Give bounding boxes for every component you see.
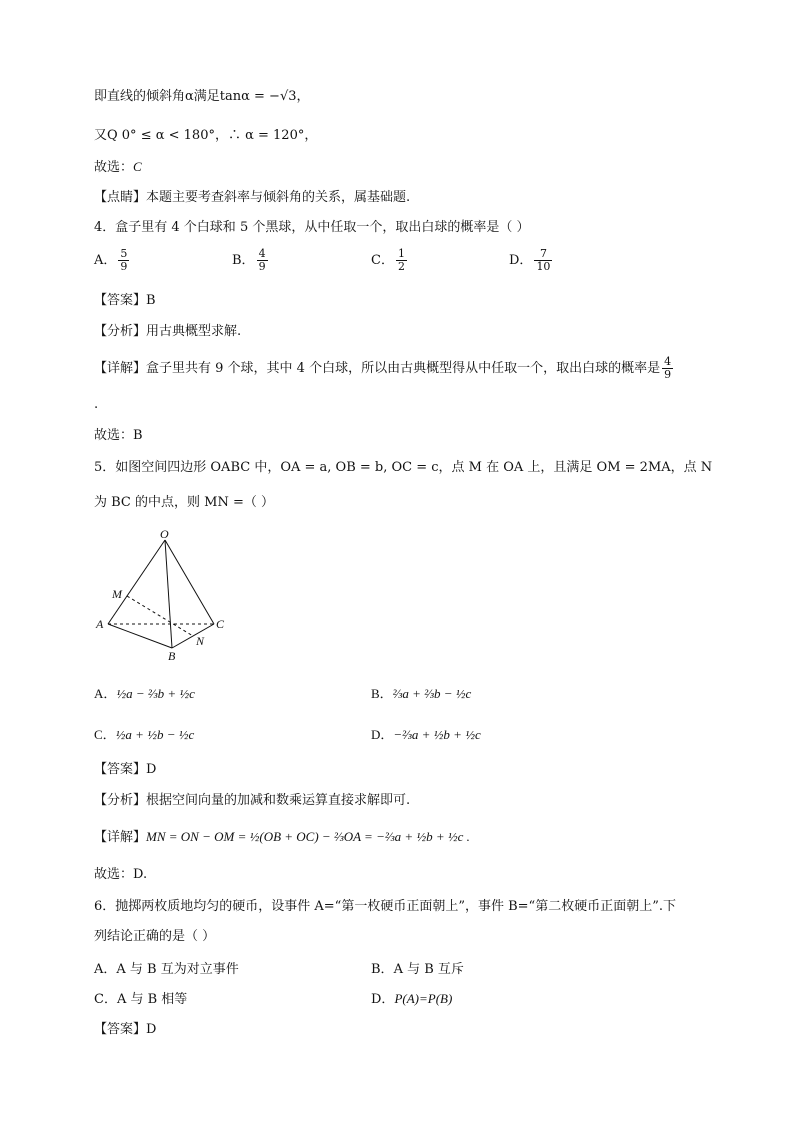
q4-analysis (94, 323, 241, 341)
line-range: 又Q 0° ≤ α < 180°，∴ α = 120°， (94, 128, 318, 143)
q4-choose: 故选：B (94, 428, 143, 443)
tag-analysis: 【分析】 (94, 324, 147, 339)
label-a: A (96, 617, 104, 631)
q4-option-c (371, 248, 409, 273)
fraction: $\frac{5}{9}$ (120, 247, 128, 273)
label-o: O (160, 530, 169, 541)
tag-answer: 【答案】 (94, 1022, 147, 1037)
line-dianjing (94, 189, 410, 207)
question-6-line2: 列结论正确的是（ ） (94, 929, 216, 944)
question-4: 4．盒子里有 4 个白球和 5 个黑球，从中任取一个，取出白球的概率是（ ） (94, 220, 530, 235)
choose-prefix: 故选： (94, 160, 134, 175)
answer-value: D (146, 1022, 157, 1037)
q6-option-a: A．A 与 B 互为对立事件 (94, 962, 239, 977)
tag-dianjing: 【点睛】 (94, 190, 147, 205)
q5-option-b: B．⅔a + ⅔b − ½c (371, 686, 472, 701)
q5-option-d: D．−⅔a + ½b + ½c (371, 727, 481, 742)
q4-dot: . (94, 397, 99, 412)
tetrahedron-figure (90, 530, 250, 665)
edge-oc (165, 540, 214, 624)
option-label: A． (94, 253, 117, 268)
q6-answer (94, 1021, 156, 1039)
option-label: C． (371, 253, 394, 268)
edge-ob (165, 540, 172, 648)
line-choose-c (94, 158, 142, 177)
answer-value: D (146, 762, 157, 777)
q4-option-a (94, 248, 131, 273)
q6-option-d: D．P(A)=P(B) (371, 991, 453, 1007)
dianjing-text: 本题主要考查斜率与倾斜角的关系，属基础题. (146, 190, 411, 205)
q5-option-c: C．½a + ½b − ½c (94, 727, 195, 742)
detail-formula: MN = ON − OM = ½(OB + OC) − ⅔OA = −⅔a + ½b + ½c . (146, 829, 470, 844)
edge-oa (108, 540, 165, 624)
q5-option-a: A．½a − ⅔b + ½c (94, 686, 195, 701)
tag-detail: 【详解】 (94, 830, 147, 845)
q4-detail (94, 356, 675, 381)
edge-ab (108, 624, 172, 648)
analysis-text: 用古典概型求解. (146, 324, 242, 339)
tag-detail: 【详解】 (94, 361, 147, 376)
label-m: M (112, 587, 122, 601)
option-label: D． (509, 253, 533, 268)
choose-answer: C (133, 159, 142, 174)
q5-analysis (94, 792, 410, 810)
answer-value: B (146, 293, 156, 308)
q6-option-c: C．A 与 B 相等 (94, 992, 188, 1007)
fraction: $\frac{4}{9}$ (258, 247, 266, 273)
label-c: C (216, 617, 225, 631)
option-label: B． (232, 253, 255, 268)
detail-text: 盒子里共有 9 个球，其中 4 个白球，所以由古典概型得从中任取一个，取出白球的概率是 (146, 361, 661, 376)
q6-option-b: B．A 与 B 互斥 (371, 962, 464, 977)
q4-answer (94, 292, 156, 310)
tag-answer: 【答案】 (94, 762, 147, 777)
q5-detail (94, 828, 470, 847)
fraction: $\frac{7}{10}$ (536, 247, 551, 273)
q5-answer (94, 761, 156, 779)
q5-choose: 故选：D. (94, 867, 148, 882)
q4-option-b (232, 248, 270, 273)
label-b: B (168, 649, 176, 663)
analysis-text: 根据空间向量的加减和数乘运算直接求解即可. (146, 793, 411, 808)
label-n: N (196, 634, 205, 648)
fraction: $\frac{1}{2}$ (397, 247, 405, 273)
q4-option-d (509, 248, 554, 273)
question-6-line1: 6．抛掷两枚质地均匀的硬币，设事件 A=“第一枚硬币正面朝上”，事件 B=“第二枚硬币正面朝上”.下 (94, 899, 676, 914)
question-5-line1: 5．如图空间四边形 OABC 中，OA = a, OB = b, OC = c，点 M 在 OA 上，且满足 OM = 2MA，点 N (94, 460, 713, 475)
fraction: $\frac{4}{9}$ (664, 355, 672, 381)
segment-mn-dashed (127, 596, 193, 636)
question-5-line2: 为 BC 的中点，则 MN =（ ） (94, 495, 274, 510)
line-tan: 即直线的倾斜角α满足tanα = −√3， (94, 89, 310, 104)
tag-analysis: 【分析】 (94, 793, 147, 808)
tag-answer: 【答案】 (94, 293, 147, 308)
